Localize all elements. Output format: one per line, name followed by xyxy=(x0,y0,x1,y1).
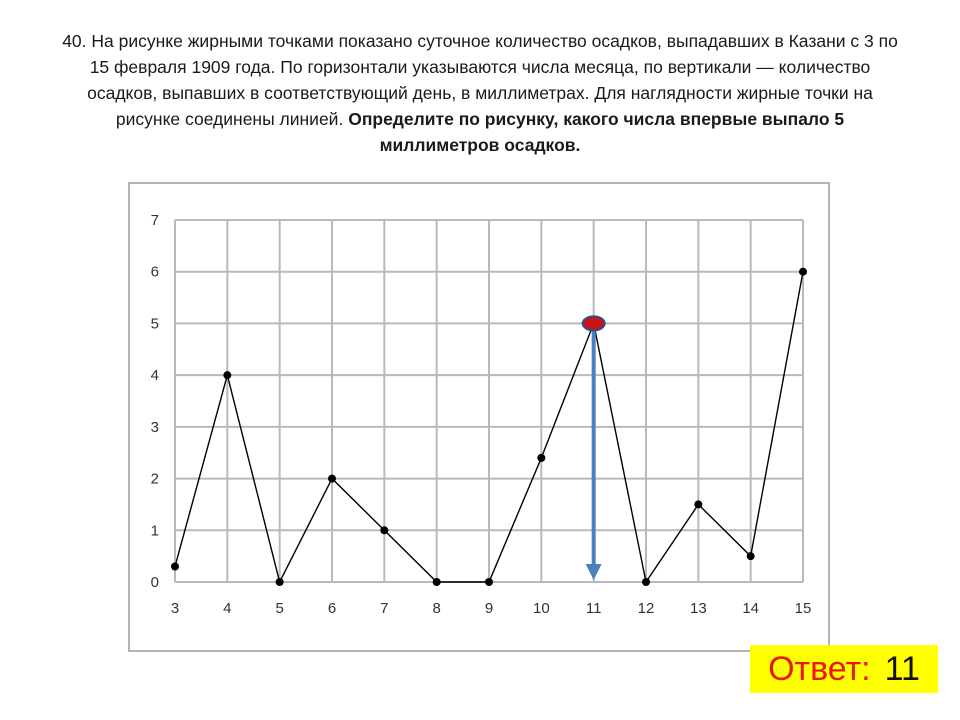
x-tick-label: 10 xyxy=(532,600,550,617)
x-tick-label: 8 xyxy=(432,600,441,617)
x-tick-label: 13 xyxy=(689,600,707,617)
answer-label: Ответ: xyxy=(768,649,871,688)
data-point xyxy=(485,578,493,586)
highlighted-point xyxy=(583,316,605,330)
data-point xyxy=(747,552,755,560)
answer-box xyxy=(750,645,938,693)
x-tick-label: 12 xyxy=(637,600,655,617)
data-point xyxy=(328,475,336,483)
data-point xyxy=(642,578,650,586)
data-point xyxy=(276,578,284,586)
problem-statement: 40. На рисунке жирными точками показано суточное количество осадков, выпадавших в Казани с 3 по 15 февраля 1909 года. По горизонтали указываются числа месяца, по вертикали — количество осадков, выпавших в соответствующий день, в миллиметрах. Для наглядности жирные точки на рисунке соединены линией. xyxy=(62,31,898,129)
x-tick-label: 3 xyxy=(170,600,180,617)
data-point xyxy=(537,454,545,462)
y-tick-label: 6 xyxy=(150,263,159,281)
data-point xyxy=(380,526,388,534)
data-point xyxy=(694,500,702,508)
y-tick-label: 0 xyxy=(150,574,159,591)
data-point xyxy=(171,562,179,570)
x-tick-label: 6 xyxy=(327,600,337,617)
problem-question: Определите по рисунку, какого числа впервые выпало 5 миллиметров осадков. xyxy=(348,109,845,155)
y-tick-label: 3 xyxy=(150,418,159,436)
y-tick-label: 2 xyxy=(150,470,159,488)
problem-text xyxy=(60,28,900,158)
x-tick-label: 14 xyxy=(742,600,760,617)
y-tick-label: 1 xyxy=(150,522,159,540)
y-tick-label: 5 xyxy=(150,315,159,333)
x-tick-label: 4 xyxy=(223,600,232,617)
chart-frame xyxy=(128,182,830,652)
x-tick-label: 7 xyxy=(380,600,389,617)
x-tick-label: 5 xyxy=(275,600,284,617)
precipitation-chart xyxy=(130,184,832,654)
x-tick-label: 15 xyxy=(794,600,812,617)
data-point xyxy=(223,371,231,379)
y-tick-label: 4 xyxy=(150,367,159,385)
x-tick-label: 9 xyxy=(484,600,494,617)
data-point xyxy=(433,578,441,586)
y-tick-label: 7 xyxy=(150,212,159,229)
x-tick-label: 11 xyxy=(585,600,602,617)
data-point xyxy=(799,268,807,276)
answer-arrow-head xyxy=(586,564,602,580)
answer-value: 11 xyxy=(884,649,920,688)
